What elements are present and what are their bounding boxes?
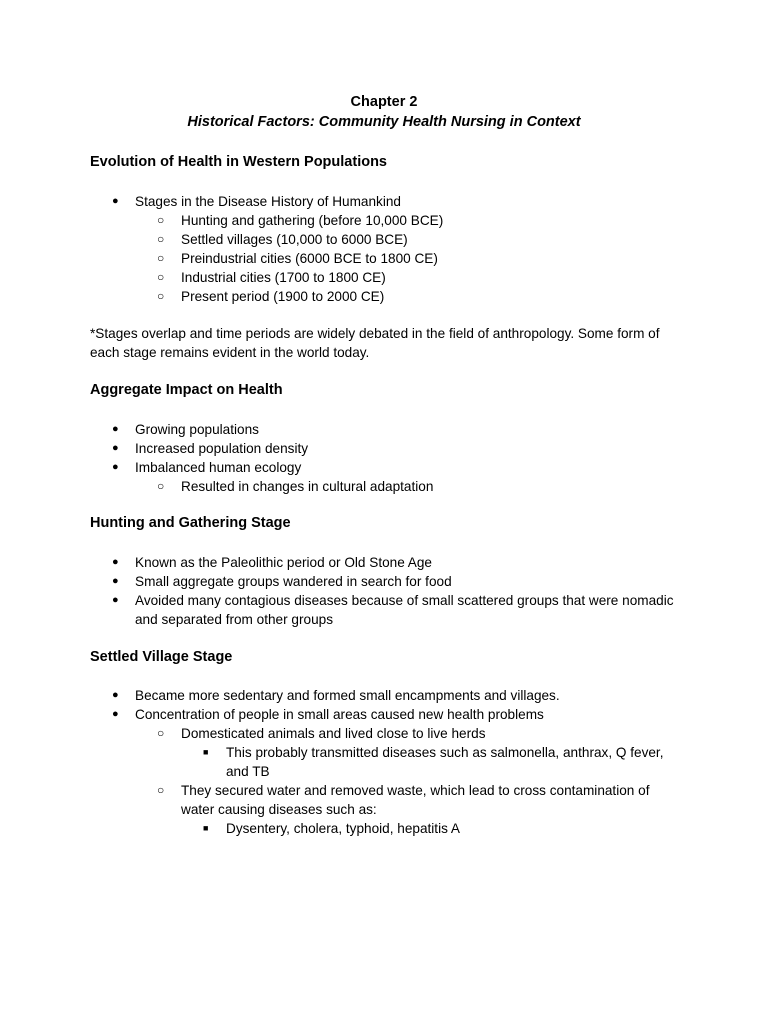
list-item [0, 249, 681, 268]
list-item-text: Concentration of people in small areas caused new health problems [135, 707, 544, 722]
list-item-text: Stages in the Disease History of Humankind [135, 194, 401, 209]
list-item [0, 477, 681, 496]
list-item-text: Hunting and gathering (before 10,000 BCE) [181, 213, 444, 228]
bullet-dot-icon: ● [112, 556, 119, 568]
stages-note: *Stages overlap and time periods are widely debated in the field of anthropology. Some form of each stage remains evident in the world today. [90, 326, 660, 360]
settled-list [0, 686, 682, 838]
list-item [0, 686, 680, 705]
bullet-circle-icon: ○ [157, 289, 165, 303]
bullet-dot-icon: ● [112, 594, 119, 606]
list-item [0, 230, 681, 249]
bullet-circle-icon: ○ [157, 726, 165, 740]
bullet-circle-icon: ○ [157, 783, 165, 797]
list-item-text: Dysentery, cholera, typhoid, hepatitis A [226, 821, 460, 836]
list-item [0, 458, 680, 477]
section-heading-settled: Settled Village Stage [90, 649, 233, 665]
list-item [0, 420, 680, 439]
list-item-text: Small aggregate groups wandered in search for food [135, 574, 452, 589]
bullet-square-icon: ■ [203, 823, 209, 833]
chapter-title: Chapter 2 [350, 94, 418, 110]
list-item-text: Imbalanced human ecology [135, 460, 302, 475]
bullet-dot-icon: ● [112, 708, 119, 720]
aggregate-list [0, 420, 681, 496]
list-item [0, 572, 680, 591]
bullet-dot-icon: ● [112, 461, 119, 473]
list-item-text: Growing populations [135, 422, 259, 437]
bullet-circle-icon: ○ [157, 232, 165, 246]
list-item-text: Known as the Paleolithic period or Old Stone Age [135, 555, 432, 570]
list-item [0, 287, 681, 306]
bullet-circle-icon: ○ [157, 251, 165, 265]
list-item [0, 819, 682, 838]
evolution-list [0, 192, 681, 306]
list-item [0, 192, 680, 211]
section-heading-hunting: Hunting and Gathering Stage [90, 515, 291, 531]
section-heading-evolution: Evolution of Health in Western Populations [90, 154, 387, 170]
bullet-dot-icon: ● [112, 195, 119, 207]
list-item-text: Industrial cities (1700 to 1800 CE) [181, 270, 386, 285]
list-item [0, 781, 681, 819]
bullet-circle-icon: ○ [157, 213, 165, 227]
list-item-text: Preindustrial cities (6000 BCE to 1800 CE) [181, 251, 438, 266]
section-heading-aggregate: Aggregate Impact on Health [90, 382, 283, 398]
list-item [0, 268, 681, 287]
list-item [0, 724, 681, 743]
chapter-subtitle: Historical Factors: Community Health Nursing in Context [187, 114, 581, 130]
bullet-dot-icon: ● [112, 575, 119, 587]
list-item [0, 591, 680, 629]
list-item [0, 743, 682, 781]
list-item [0, 211, 681, 230]
list-item [0, 553, 680, 572]
bullet-dot-icon: ● [112, 442, 119, 454]
bullet-circle-icon: ○ [157, 270, 165, 284]
hunting-list [0, 553, 680, 629]
bullet-square-icon: ■ [203, 747, 209, 757]
list-item-text: Became more sedentary and formed small encampments and villages. [135, 688, 560, 703]
list-item-text: They secured water and removed waste, which lead to cross contamination of water causing diseases such as: [181, 783, 650, 817]
list-item-text: Present period (1900 to 2000 CE) [181, 289, 385, 304]
bullet-circle-icon: ○ [157, 479, 165, 493]
list-item-text: Resulted in changes in cultural adaptation [181, 479, 434, 494]
list-item-text: Increased population density [135, 441, 309, 456]
list-item-text: This probably transmitted diseases such as salmonella, anthrax, Q fever, and TB [226, 745, 664, 779]
list-item-text: Domesticated animals and lived close to live herds [181, 726, 486, 741]
bullet-dot-icon: ● [112, 423, 119, 435]
list-item-text: Avoided many contagious diseases because of small scattered groups that were nomadic and separated from other groups [135, 593, 674, 627]
list-item-text: Settled villages (10,000 to 6000 BCE) [181, 232, 408, 247]
list-item [0, 705, 680, 724]
list-item [0, 439, 680, 458]
bullet-dot-icon: ● [112, 689, 119, 701]
